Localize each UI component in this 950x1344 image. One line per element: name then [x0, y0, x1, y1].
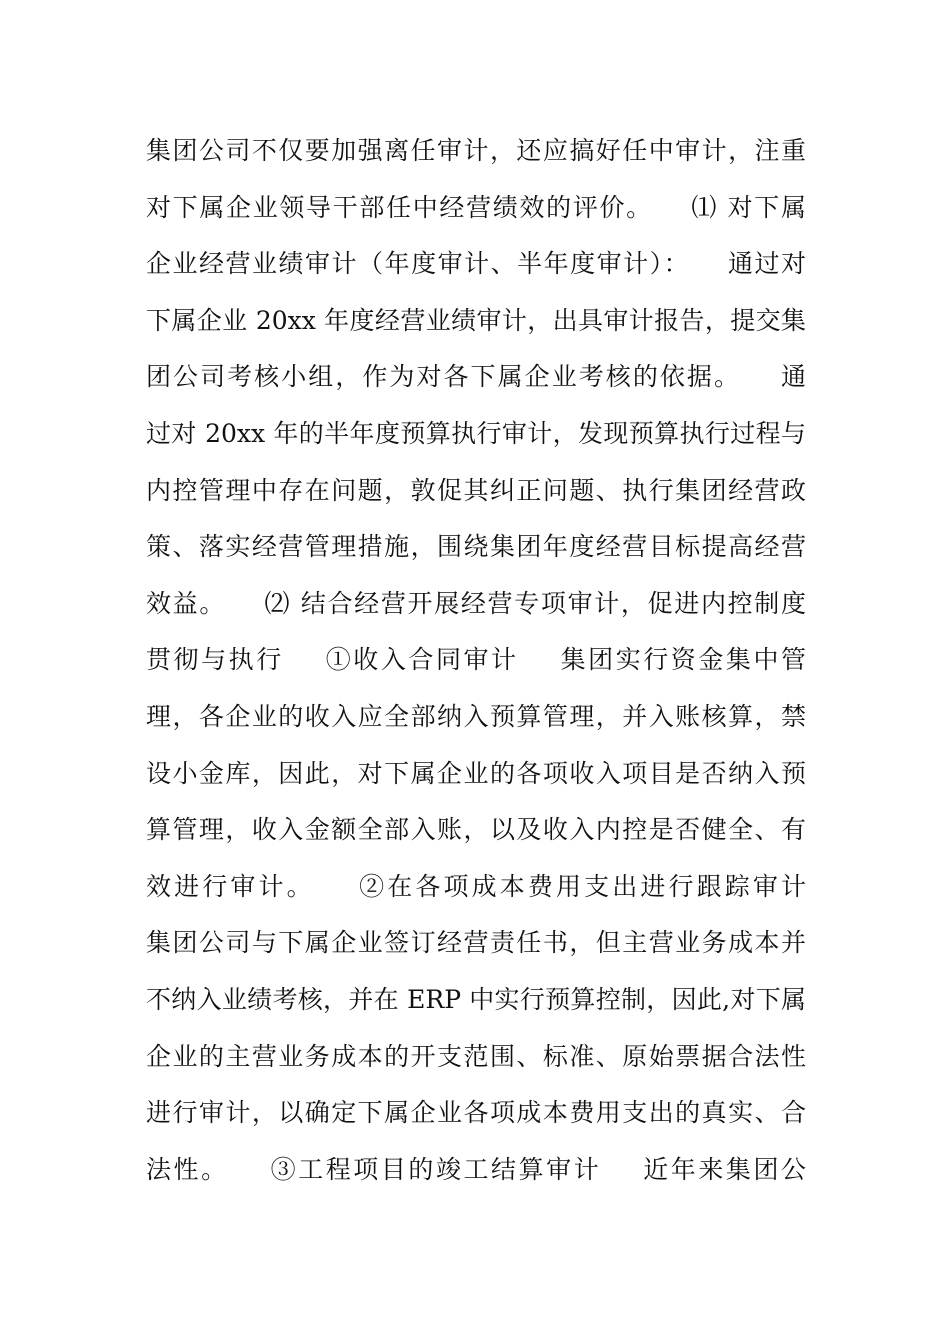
text-line: 团公司考核小组，作为对各下属企业考核的依据。 通	[146, 362, 806, 392]
text-line: 不纳入业绩考核，并在 ERP 中实行预算控制，因此,对下属	[146, 984, 806, 1014]
text-line: 法性。 ③工程项目的竣工结算审计 近年来集团公	[146, 1154, 806, 1184]
text-line: 过对 20xx 年的半年度预算执行审计，发现预算执行过程与	[146, 418, 806, 448]
text-line: 内控管理中存在问题，敦促其纠正问题、执行集团经营政	[146, 475, 806, 505]
text-line: 设小金库，因此，对下属企业的各项收入项目是否纳入预	[146, 758, 806, 788]
text-line: 对下属企业领导干部任中经营绩效的评价。 ⑴ 对下属	[146, 192, 806, 222]
text-line: 效益。 ⑵ 结合经营开展经营专项审计，促进内控制度	[146, 588, 806, 618]
text-line: 下属企业 20xx 年度经营业绩审计，出具审计报告，提交集	[146, 305, 806, 335]
text-line: 企业经营业绩审计（年度审计、半年度审计）： 通过对	[146, 249, 806, 279]
text-line: 集团公司不仅要加强离任审计，还应搞好任中审计，注重	[146, 136, 806, 165]
text-line: 贯彻与执行 ①收入合同审计 集团实行资金集中管	[146, 645, 806, 675]
text-line: 策、落实经营管理措施，围绕集团年度经营目标提高经营	[146, 532, 806, 562]
text-line: 理，各企业的收入应全部纳入预算管理，并入账核算，禁	[146, 701, 806, 731]
text-line: 进行审计，以确定下属企业各项成本费用支出的真实、合	[146, 1098, 806, 1128]
body-text	[146, 123, 806, 1198]
text-line: 效进行审计。 ②在各项成本费用支出进行跟踪审计	[146, 871, 806, 901]
text-line: 集团公司与下属企业签订经营责任书，但主营业务成本并	[146, 928, 806, 958]
text-line: 算管理，收入金额全部入账，以及收入内控是否健全、有	[146, 815, 806, 845]
text-line: 企业的主营业务成本的开支范围、标准、原始票据合法性	[146, 1041, 806, 1071]
